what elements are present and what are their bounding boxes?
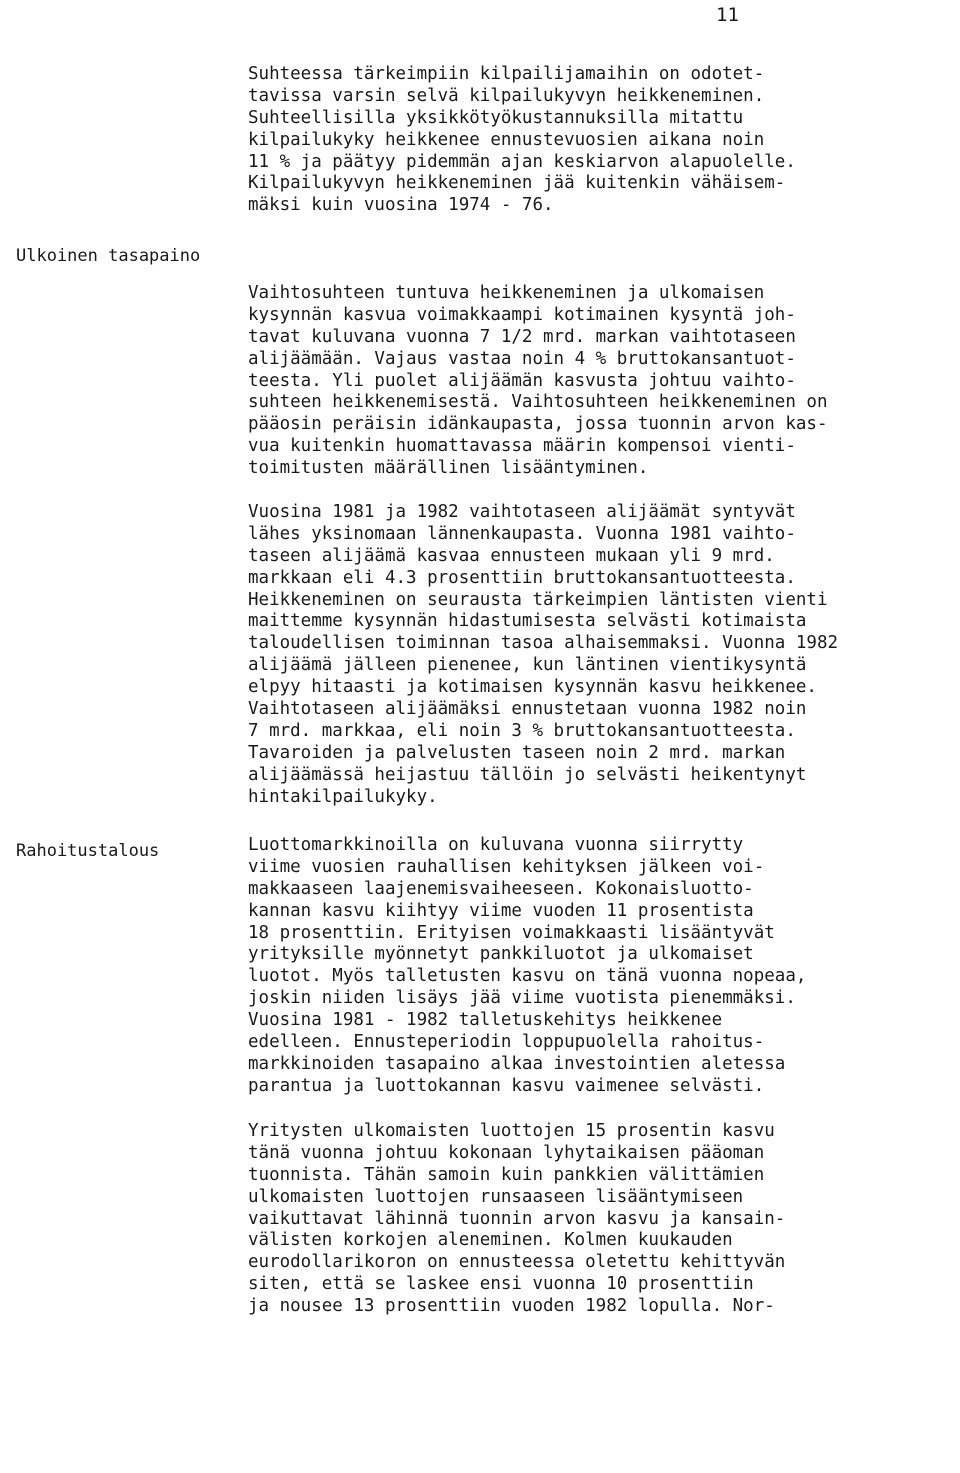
text-line: alijäämä jälleen pienenee, kun läntinen vientikysyntä [248, 655, 807, 676]
paragraph-foreign-loans [248, 1121, 785, 1318]
paragraph-competitiveness [248, 64, 796, 217]
text-line: välisten korkojen aleneminen. Kolmen kuukauden [248, 1230, 733, 1251]
side-heading-external-balance: Ulkoinen tasapaino [16, 246, 201, 266]
text-line: Kilpailukyvyn heikkeneminen jää kuitenkin vähäisem- [248, 173, 786, 194]
text-line: edelleen. Ennusteperiodin loppupuolella rahoitus- [248, 1032, 765, 1053]
text-line: mäksi kuin vuosina 1974 - 76. [248, 195, 554, 216]
text-line: siten, että se laskee ensi vuonna 10 prosenttiin [248, 1274, 754, 1295]
text-line: toimitusten määrällinen lisääntyminen. [248, 458, 649, 479]
text-line: Vuosina 1981 - 1982 talletuskehitys heikkenee [248, 1010, 723, 1031]
text-line: kysynnän kasvua voimakkaampi kotimainen kysyntä joh- [248, 304, 796, 325]
text-line: teesta. Yli puolet alijäämän kasvusta johtuu vaihto- [248, 370, 796, 391]
text-line: ulkomaisten luottojen runsaaseen lisääntymiseen [248, 1186, 744, 1207]
text-line: vua kuitenkin huomattavassa määrin kompensoi vienti- [248, 436, 796, 457]
text-line: 11 % ja päätyy pidemmän ajan keskiarvon alapuolelle. [248, 151, 796, 172]
text-line: Vaihtotaseen alijäämäksi ennustetaan vuonna 1982 noin [248, 699, 807, 720]
text-line: Luottomarkkinoilla on kuluvana vuonna siirrytty [248, 835, 744, 855]
text-line: elpyy hitaasti ja kotimaisen kysynnän kasvu heikkenee. [248, 677, 817, 698]
text-line: Suhteellisilla yksikkötyökustannuksilla mitattu [248, 107, 744, 128]
text-line: Suhteessa tärkeimpiin kilpailijamaihin on odotet- [248, 64, 765, 84]
text-line: eurodollarikoron on ennusteessa oletettu kehittyvän [248, 1252, 786, 1273]
text-line: alijäämään. Vajaus vastaa noin 4 % bruttokansantuot- [248, 348, 796, 369]
text-line: makkaaseen laajenemisvaiheeseen. Kokonaisluotto- [248, 878, 754, 899]
text-line: vaikuttavat lähinnä tuonnin arvon kasvu ja kansain- [248, 1208, 786, 1229]
text-line: kilpailukyky heikkenee ennustevuosien aikana noin [248, 129, 765, 150]
text-line: kannan kasvu kiihtyy viime vuoden 11 prosentista [248, 900, 754, 921]
text-line: yrityksille myönnetyt pankkiluotot ja ulkomaiset [248, 944, 754, 965]
text-line: markkinoiden tasapaino alkaa investointien aletessa [248, 1053, 786, 1074]
text-line: taseen alijäämä kasvaa ennusteen mukaan yli 9 mrd. [248, 545, 775, 566]
paragraph-credit-markets [248, 835, 806, 1098]
text-line: tuonnista. Tähän samoin kuin pankkien välittämien [248, 1164, 765, 1185]
side-heading-financial-markets: Rahoitustalous [16, 841, 160, 861]
text-line: Vuosina 1981 ja 1982 vaihtotaseen alijäämät syntyvät [248, 502, 796, 522]
text-line: ja nousee 13 prosenttiin vuoden 1982 lopulla. Nor- [248, 1296, 775, 1317]
paragraph-current-account [248, 502, 838, 808]
text-line: tavat kuluvana vuonna 7 1/2 mrd. markan vaihtotaseen [248, 326, 796, 347]
text-line: suhteen heikkenemisestä. Vaihtosuhteen heikkeneminen on [248, 392, 828, 413]
text-line: markkaan eli 4.3 prosenttiin bruttokansantuotteesta. [248, 567, 796, 588]
text-line: Vaihtosuhteen tuntuva heikkeneminen ja ulkomaisen [248, 283, 765, 303]
text-line: taloudellisen toiminnan tasoa alhaisemmaksi. Vuonna 1982 [248, 633, 839, 654]
text-line: lähes yksinomaan lännenkaupasta. Vuonna 1981 vaihto- [248, 523, 796, 544]
text-line: maittemme kysynnän hidastumisesta selvästi kotimaista [248, 611, 807, 632]
paragraph-terms-of-trade [248, 283, 827, 480]
text-line: alijäämässä heijastuu tällöin jo selvästi heikentynyt [248, 764, 807, 785]
text-line: tavissa varsin selvä kilpailukyvyn heikkeneminen. [248, 85, 765, 106]
text-line: Tavaroiden ja palvelusten taseen noin 2 mrd. markan [248, 742, 786, 763]
text-line: Yritysten ulkomaisten luottojen 15 prosentin kasvu [248, 1121, 775, 1141]
text-line: joskin niiden lisäys jää viime vuotista pienemmäksi. [248, 988, 796, 1009]
text-line: luotot. Myös talletusten kasvu on tänä vuonna nopeaa, [248, 966, 807, 987]
text-line: tänä vuonna johtuu kokonaan lyhytaikaisen pääoman [248, 1142, 765, 1163]
text-line: viime vuosien rauhallisen kehityksen jälkeen voi- [248, 856, 765, 877]
text-line: 7 mrd. markkaa, eli noin 3 % bruttokansantuotteesta. [248, 720, 796, 741]
text-line: parantua ja luottokannan kasvu vaimenee selvästi. [248, 1075, 765, 1096]
text-line: 18 prosenttiin. Erityisen voimakkaasti lisääntyvät [248, 922, 775, 943]
text-line: Heikkeneminen on seurausta tärkeimpien läntisten vienti [248, 589, 828, 610]
page-number: 11 [716, 4, 739, 26]
text-line: pääosin peräisin idänkaupasta, jossa tuonnin arvon kas- [248, 414, 828, 435]
text-line: hintakilpailukyky. [248, 786, 438, 807]
